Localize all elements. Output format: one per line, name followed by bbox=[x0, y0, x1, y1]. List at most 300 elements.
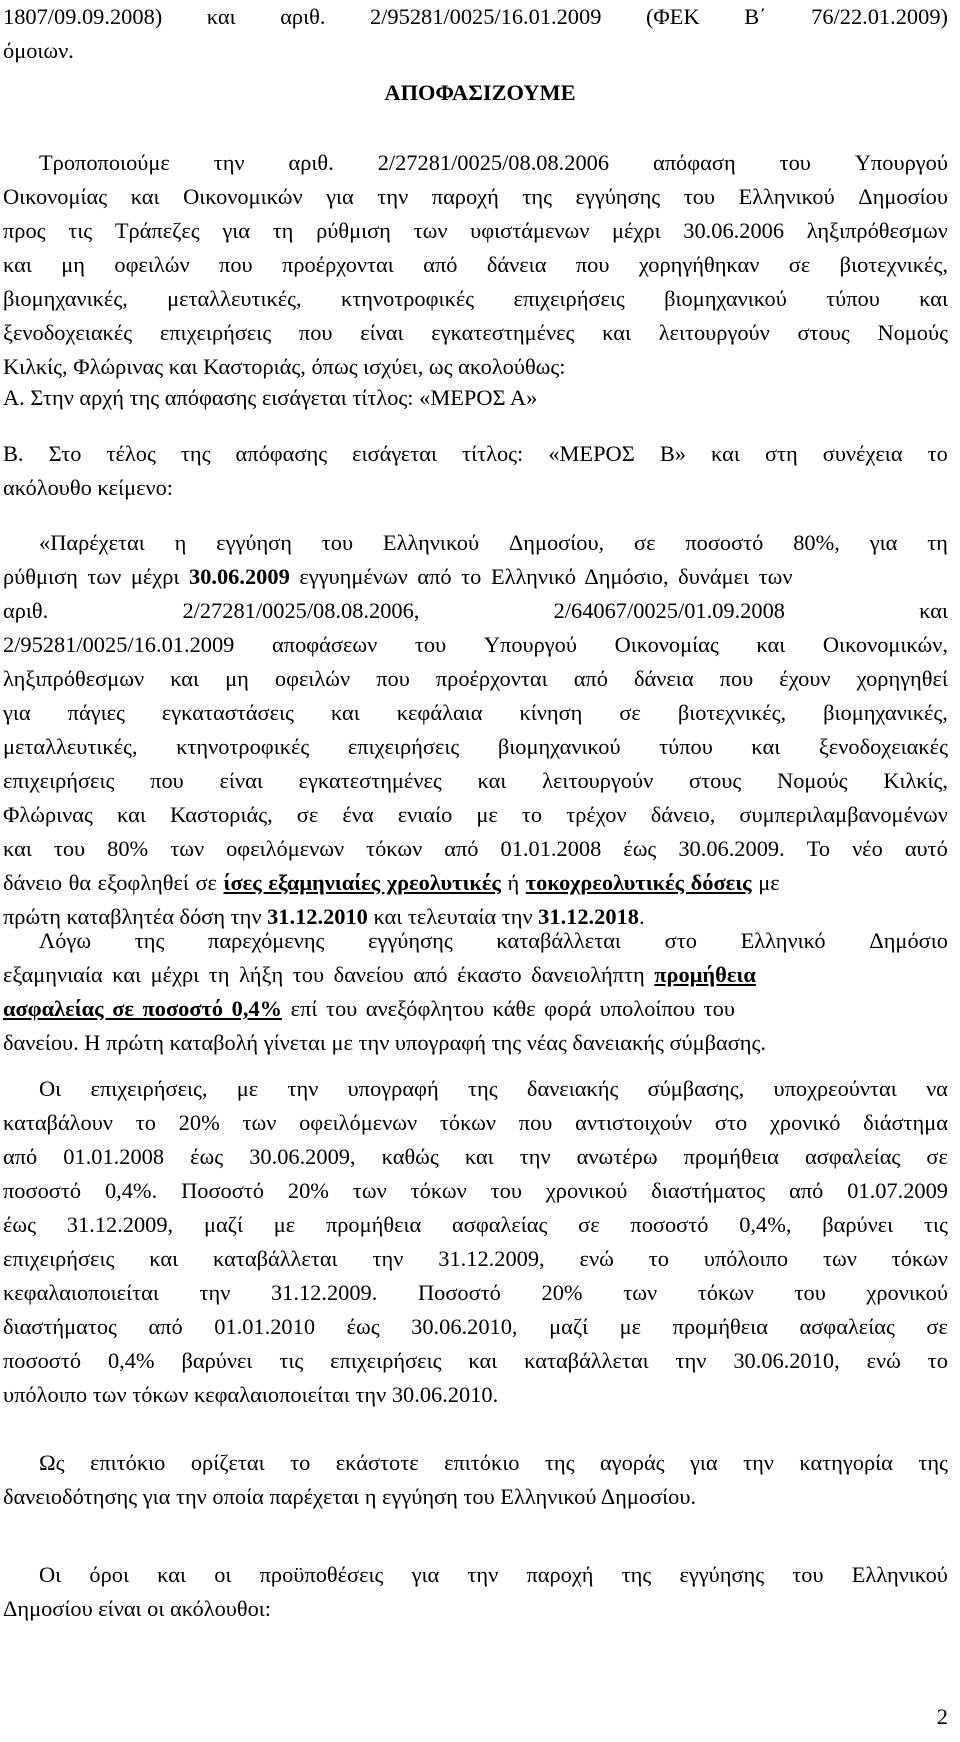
word: Νομούς bbox=[777, 768, 848, 793]
word: Οικονομικών bbox=[183, 184, 303, 209]
word: και bbox=[170, 666, 200, 691]
word: σε bbox=[926, 1314, 948, 1339]
text-line bbox=[3, 180, 948, 214]
word: Υπουργού bbox=[854, 150, 948, 175]
word: είναι bbox=[360, 320, 404, 345]
word: εγγύησης bbox=[679, 1562, 765, 1587]
word: το bbox=[927, 441, 948, 466]
word: προς bbox=[3, 218, 46, 243]
word: αριθ. bbox=[3, 598, 49, 623]
word: στους bbox=[689, 768, 742, 793]
word: λειτουργούν bbox=[542, 768, 654, 793]
word: προμήθεια bbox=[683, 1144, 779, 1169]
word: έως bbox=[623, 836, 657, 861]
word: 2/27281/0025/08.08.2006, bbox=[182, 598, 420, 623]
word: αριθ. bbox=[288, 150, 334, 175]
text-line bbox=[3, 1140, 948, 1174]
word: που bbox=[518, 1110, 553, 1135]
word: 30.06.2009, bbox=[249, 1144, 356, 1169]
word: του bbox=[490, 1178, 522, 1203]
word: των bbox=[623, 1280, 658, 1305]
word: παροχή bbox=[431, 184, 499, 209]
word: Β. bbox=[3, 441, 24, 466]
word: 01.01.2008 bbox=[500, 836, 602, 861]
text-line bbox=[3, 282, 948, 316]
word: ποσοστό bbox=[630, 1212, 709, 1237]
word: από bbox=[3, 1144, 38, 1169]
word: νέο bbox=[852, 836, 883, 861]
word: το bbox=[290, 1450, 311, 1475]
word: της bbox=[134, 928, 165, 953]
word: έως bbox=[190, 1144, 224, 1169]
word: 31.12.2009. bbox=[270, 1280, 378, 1305]
word: των bbox=[352, 1178, 387, 1203]
text-line: Κιλκίς, Φλώρινας και Καστοριάς, όπως ισχύει, ως ακολούθως: bbox=[3, 354, 566, 379]
word: ξενοδοχειακές bbox=[3, 320, 133, 345]
word: ένα bbox=[342, 802, 374, 827]
word: με bbox=[619, 1314, 642, 1339]
word: μη bbox=[225, 666, 249, 691]
word: και bbox=[157, 1562, 187, 1587]
bold-date: 31.12.2010 bbox=[267, 904, 368, 929]
text-line bbox=[3, 1072, 948, 1106]
text-line: ακόλουθο κείμενο: bbox=[3, 475, 174, 500]
word: και bbox=[919, 598, 948, 623]
word: συμπεριλαμβανομένων bbox=[739, 802, 948, 827]
word: αποφάσεων bbox=[272, 632, 378, 657]
word: τις bbox=[68, 218, 93, 243]
word: για bbox=[222, 218, 250, 243]
word: στο bbox=[664, 928, 697, 953]
word: 80%, bbox=[793, 530, 840, 555]
word: του bbox=[683, 184, 716, 209]
word: κίνηση bbox=[519, 700, 583, 725]
word: 20% bbox=[287, 1178, 329, 1203]
bold-underlined-term: ασφαλείας σε ποσοστό 0,4% bbox=[3, 996, 283, 1021]
word: το bbox=[135, 1110, 156, 1135]
word: την bbox=[675, 1348, 707, 1373]
word: Δημόσιο bbox=[869, 928, 948, 953]
text-line bbox=[3, 1242, 948, 1276]
text-line bbox=[3, 958, 948, 992]
word: της bbox=[621, 1562, 652, 1587]
word: σε bbox=[634, 530, 656, 555]
word: του bbox=[414, 632, 447, 657]
word: ασφαλείας bbox=[452, 1212, 548, 1237]
word: 76/22.01.2009) bbox=[811, 4, 948, 29]
word: από bbox=[423, 252, 458, 277]
word: που bbox=[150, 768, 184, 793]
word: καταβάλλεται bbox=[524, 1348, 649, 1373]
text-line bbox=[3, 1106, 948, 1140]
word: και bbox=[711, 441, 740, 466]
text-line: όμοιων. bbox=[3, 38, 74, 63]
word: τις bbox=[923, 1212, 948, 1237]
word: του bbox=[321, 530, 354, 555]
word: (ΦΕΚ bbox=[645, 4, 700, 29]
word: υποχρεούνται bbox=[773, 1076, 897, 1101]
word: και bbox=[464, 1144, 494, 1169]
word: και bbox=[330, 700, 360, 725]
word: το bbox=[648, 1246, 669, 1271]
word: την bbox=[743, 1450, 774, 1475]
word: τίτλος: bbox=[462, 441, 524, 466]
word: της bbox=[918, 1450, 948, 1475]
word: τρέχον bbox=[566, 802, 627, 827]
word: 01.07.2009 bbox=[847, 1178, 948, 1203]
word: η bbox=[174, 530, 187, 555]
word: κεφάλαια bbox=[396, 700, 483, 725]
terms-paragraph bbox=[3, 1558, 948, 1626]
word: ασφαλείας bbox=[799, 1314, 895, 1339]
word: καταβάλλεται bbox=[496, 928, 621, 953]
word: επιχειρήσεις bbox=[159, 320, 272, 345]
text-line: δανειοδότησης για την οποία παρέχεται η εγγύηση του Ελληνικού Δημοσίου. bbox=[3, 1484, 697, 1509]
text-line bbox=[3, 1446, 948, 1480]
word: διαστήματος bbox=[651, 1178, 766, 1203]
word: μη bbox=[61, 252, 85, 277]
word: και bbox=[206, 4, 236, 29]
word: στους bbox=[797, 320, 850, 345]
text-line bbox=[3, 214, 948, 248]
word: καταβάλουν bbox=[3, 1110, 113, 1135]
word: 2/95281/0025/16.01.2009 bbox=[3, 632, 235, 657]
word: της bbox=[522, 184, 552, 209]
word: 31.12.2009, bbox=[438, 1246, 545, 1271]
interest-rate-paragraph bbox=[3, 1446, 948, 1514]
word: οφειλόμενων bbox=[299, 1110, 418, 1135]
word: παρεχόμενης bbox=[208, 928, 325, 953]
word: των bbox=[413, 218, 448, 243]
word: βιομηχανικές, bbox=[3, 286, 128, 311]
text-line bbox=[3, 832, 948, 866]
word: βιομηχανικού bbox=[497, 734, 621, 759]
word: 80% bbox=[107, 836, 149, 861]
word: Οικονομίας bbox=[3, 184, 108, 209]
word: αυτό bbox=[904, 836, 948, 861]
word: για bbox=[689, 1450, 718, 1475]
word: λειτουργούν bbox=[658, 320, 770, 345]
text-segment: επί του ανεξόφλητου κάθε φορά υπολοίπου του bbox=[282, 996, 735, 1021]
word: 2/64067/0025/01.09.2008 bbox=[553, 598, 785, 623]
word: 0,4%. bbox=[104, 1178, 158, 1203]
word: διαστήματος bbox=[3, 1314, 117, 1339]
word: 01.01.2010 bbox=[214, 1314, 316, 1339]
word: τόκων bbox=[439, 1110, 497, 1135]
text-segment: . bbox=[638, 904, 645, 929]
text-line: δανείου. Η πρώτη καταβολή γίνεται με την υπογραφή της νέας δανειακής σύμβασης. bbox=[3, 1030, 766, 1055]
text-line: Δημοσίου είναι οι ακόλουθοι: bbox=[3, 1596, 272, 1621]
word: έως bbox=[346, 1314, 380, 1339]
text-segment: και τελευταία την bbox=[367, 904, 539, 929]
fee-paragraph bbox=[3, 924, 948, 1060]
word: ορίζεται bbox=[190, 1450, 265, 1475]
word: οι bbox=[214, 1562, 232, 1587]
text-line: υπόλοιπο των τόκων κεφαλαιοποιείται την 30.06.2010. bbox=[3, 1382, 499, 1407]
word: μεταλλευτικές, bbox=[3, 734, 138, 759]
word: της bbox=[468, 1076, 498, 1101]
word: εγκατεστημένες bbox=[431, 320, 575, 345]
quoted-text bbox=[3, 526, 948, 934]
word: ποσοστό bbox=[3, 1348, 82, 1373]
word: τόκων bbox=[366, 836, 423, 861]
word: σε bbox=[619, 700, 641, 725]
word: Υπουργού bbox=[483, 632, 577, 657]
word: Β» bbox=[659, 441, 686, 466]
intro-paragraph bbox=[3, 0, 948, 68]
word: σε bbox=[296, 802, 319, 827]
word: τη bbox=[927, 530, 948, 555]
word: από bbox=[444, 836, 479, 861]
bold-underlined-term: προμήθεια bbox=[654, 962, 756, 987]
text-line bbox=[3, 437, 948, 471]
word: χρονικού bbox=[866, 1280, 948, 1305]
word: Καστοριάς, bbox=[169, 802, 273, 827]
word: σε bbox=[788, 252, 811, 277]
text-segment: δάνειο θα εξοφληθεί σε bbox=[3, 870, 224, 895]
word: Ελληνικού bbox=[738, 184, 835, 209]
word: βιομηχανικές, bbox=[823, 700, 948, 725]
word: για bbox=[869, 530, 898, 555]
word: και bbox=[751, 734, 781, 759]
word: μαζί bbox=[203, 1212, 243, 1237]
word: στη bbox=[764, 441, 798, 466]
text-line bbox=[3, 628, 948, 662]
word: κτηνοτροφικές bbox=[340, 286, 475, 311]
bold-underlined-term: τοκοχρεολυτικές δόσεις bbox=[525, 870, 752, 895]
word: «ΜΕΡΟΣ bbox=[548, 441, 635, 466]
word: Οι bbox=[39, 1076, 62, 1101]
word: επιτόκιο bbox=[444, 1450, 520, 1475]
word: σε bbox=[926, 1144, 948, 1169]
word: εγγύησης bbox=[575, 184, 661, 209]
word: κτηνοτροφικές bbox=[176, 734, 310, 759]
word: που bbox=[719, 666, 754, 691]
word: Οικονομίας bbox=[614, 632, 719, 657]
word: Λόγω bbox=[39, 928, 92, 953]
word: και bbox=[117, 802, 146, 827]
word: καθώς bbox=[381, 1144, 439, 1169]
word: επιχειρήσεις bbox=[330, 1348, 442, 1373]
word: Οικονομικών, bbox=[822, 632, 948, 657]
word: της bbox=[180, 441, 211, 466]
word: 1807/09.09.2008) bbox=[3, 4, 163, 29]
text-line bbox=[3, 992, 948, 1026]
text-segment: με bbox=[751, 870, 780, 895]
text-segment: εξαμηνιαία και μέχρι τη λήξη του δανείου από έκαστο δανειολήπτη bbox=[3, 962, 655, 987]
word: Ελληνικού bbox=[851, 1562, 948, 1587]
word: χρονικό bbox=[769, 1110, 841, 1135]
word: σε bbox=[578, 1212, 600, 1237]
bold-underlined-term: ίσες εξαμηνιαίες χρεολυτικές bbox=[223, 870, 501, 895]
decision-heading: ΑΠΟΦΑΣΙΖΟΥΜΕ bbox=[384, 80, 576, 105]
word: βιοτεχνικές, bbox=[677, 700, 787, 725]
word: επιχειρήσεις, bbox=[90, 1076, 208, 1101]
word: Τράπεζες bbox=[114, 218, 200, 243]
word: μαζί bbox=[549, 1314, 589, 1339]
word: του bbox=[792, 1562, 824, 1587]
word: των bbox=[242, 1110, 277, 1135]
word: αγοράς bbox=[599, 1450, 665, 1475]
word: βαρύνει bbox=[822, 1212, 894, 1237]
word: επιχειρήσεις bbox=[513, 286, 625, 311]
word: Στο bbox=[48, 441, 82, 466]
word: βιοτεχνικές, bbox=[839, 252, 948, 277]
word: και bbox=[602, 320, 631, 345]
text-line bbox=[3, 1310, 948, 1344]
word: 0,4% bbox=[107, 1348, 155, 1373]
word: Ελληνικού bbox=[382, 530, 480, 555]
text-line bbox=[3, 764, 948, 798]
word: τις bbox=[279, 1348, 304, 1373]
word: αντιστοιχούν bbox=[575, 1110, 693, 1135]
word: τέλος bbox=[106, 441, 156, 466]
word: στο bbox=[714, 1110, 748, 1135]
word: προμήθεια bbox=[325, 1212, 422, 1237]
text-line bbox=[3, 526, 948, 560]
word: ληξιπρόθεσμων bbox=[3, 666, 145, 691]
word: Ελληνικό bbox=[740, 928, 826, 953]
word: σύμβασης, bbox=[647, 1076, 745, 1101]
word: πάγιες bbox=[67, 700, 125, 725]
word: που bbox=[298, 320, 333, 345]
word: Νομούς bbox=[877, 320, 948, 345]
word: και bbox=[3, 252, 32, 277]
word: και bbox=[149, 1246, 179, 1271]
text-line bbox=[3, 316, 948, 350]
word: την bbox=[372, 1246, 404, 1271]
word: ρύθμιση bbox=[316, 218, 391, 243]
word: εκάστοτε bbox=[335, 1450, 419, 1475]
word: εγκατεστημένες bbox=[298, 768, 442, 793]
word: ληξιπρόθεσμων bbox=[806, 218, 948, 243]
word: και bbox=[477, 768, 507, 793]
word: υπογραφή bbox=[347, 1076, 439, 1101]
word: από bbox=[148, 1314, 183, 1339]
text-line bbox=[3, 560, 948, 594]
word: είναι bbox=[219, 768, 263, 793]
word: απόφαση bbox=[653, 150, 736, 175]
word: προέρχονται bbox=[435, 666, 548, 691]
word: 20% bbox=[178, 1110, 220, 1135]
word: 30.06.2009. bbox=[678, 836, 785, 861]
word: Ποσοστό bbox=[181, 1178, 264, 1203]
word: 31.12.2009, bbox=[66, 1212, 174, 1237]
word: 01.01.2008 bbox=[63, 1144, 165, 1169]
word: ποσοστό bbox=[685, 530, 764, 555]
word: απόφασης bbox=[235, 441, 328, 466]
word: κατηγορία bbox=[799, 1450, 893, 1475]
word: την bbox=[213, 150, 245, 175]
word: για bbox=[326, 184, 354, 209]
word: έχουν bbox=[779, 666, 831, 691]
word: Ως bbox=[39, 1450, 65, 1475]
word: που bbox=[376, 666, 410, 691]
word: υφιστάμενων bbox=[470, 218, 590, 243]
word: 30.06.2006 bbox=[683, 218, 785, 243]
text-segment: εγγυημένων από το Ελληνικό Δημόσιο, δυνάμει των bbox=[289, 564, 793, 589]
word: επιτόκιο bbox=[89, 1450, 166, 1475]
text-line bbox=[3, 1276, 948, 1310]
word: «Παρέχεται bbox=[39, 530, 145, 555]
word: Β΄ bbox=[744, 4, 767, 29]
word: ξενοδοχειακές bbox=[818, 734, 948, 759]
word: προμήθεια bbox=[672, 1314, 768, 1339]
word: Φλώρινας bbox=[3, 802, 93, 827]
word: έως bbox=[3, 1212, 37, 1237]
word: επιχειρήσεις bbox=[3, 768, 115, 793]
word: εισάγεται bbox=[352, 441, 438, 466]
text-line bbox=[3, 1344, 948, 1378]
text-line bbox=[3, 696, 948, 730]
word: των bbox=[170, 836, 205, 861]
item-b bbox=[3, 437, 948, 505]
word: ποσοστό bbox=[3, 1178, 82, 1203]
word: χορηγήθηκαν bbox=[638, 252, 760, 277]
text-line bbox=[3, 798, 948, 832]
word: τη bbox=[272, 218, 294, 243]
word: ενώ bbox=[866, 1348, 901, 1373]
word: κεφαλαιοποιείται bbox=[3, 1280, 159, 1305]
word: και bbox=[468, 1348, 498, 1373]
word: 2/27281/0025/08.08.2006 bbox=[377, 150, 610, 175]
text-line bbox=[3, 662, 948, 696]
text-segment: πρώτη καταβλητέα δόση την bbox=[3, 904, 268, 929]
word: 30.06.2010, bbox=[733, 1348, 840, 1373]
word: του bbox=[53, 836, 86, 861]
word: Το bbox=[806, 836, 831, 861]
word: που bbox=[575, 252, 610, 277]
interest-paragraph bbox=[3, 1072, 948, 1412]
word: το bbox=[927, 1348, 948, 1373]
word: που bbox=[219, 252, 253, 277]
word: ανωτέρω bbox=[576, 1144, 658, 1169]
word: ενιαίο bbox=[397, 802, 453, 827]
word: Κιλκίς, bbox=[883, 768, 948, 793]
word: το bbox=[521, 802, 543, 827]
text-segment: ρύθμιση των μέχρι bbox=[3, 564, 189, 589]
item-a bbox=[3, 381, 948, 415]
text-line bbox=[3, 1174, 948, 1208]
word: για bbox=[3, 700, 31, 725]
word: ενώ bbox=[579, 1246, 614, 1271]
word: τόκων bbox=[891, 1246, 948, 1271]
word: αριθ. bbox=[280, 4, 326, 29]
text-line bbox=[3, 1208, 948, 1242]
word: οφειλών bbox=[274, 666, 351, 691]
word: με bbox=[273, 1212, 296, 1237]
text-line: Α. Στην αρχή της απόφασης εισάγεται τίτλος: «ΜΕΡΟΣ Α» bbox=[3, 385, 538, 410]
word: 20% bbox=[541, 1280, 583, 1305]
word: με bbox=[236, 1076, 259, 1101]
word: προϋποθέσεις bbox=[259, 1562, 384, 1587]
word: οφειλόμενων bbox=[226, 836, 345, 861]
word: βαρύνει bbox=[181, 1348, 253, 1373]
word: εγγύησης bbox=[368, 928, 453, 953]
word: χρονικού bbox=[545, 1178, 628, 1203]
word: ασφαλείας bbox=[804, 1144, 901, 1169]
word: μέχρι bbox=[612, 218, 661, 243]
word: την bbox=[199, 1280, 231, 1305]
word: με bbox=[476, 802, 498, 827]
word: των bbox=[822, 1246, 857, 1271]
word: τόκων bbox=[697, 1280, 754, 1305]
word: βιομηχανικού bbox=[664, 286, 787, 311]
word: οφειλών bbox=[114, 252, 190, 277]
word: του bbox=[779, 150, 811, 175]
word: από bbox=[573, 666, 608, 691]
word: Δημοσίου bbox=[858, 184, 948, 209]
